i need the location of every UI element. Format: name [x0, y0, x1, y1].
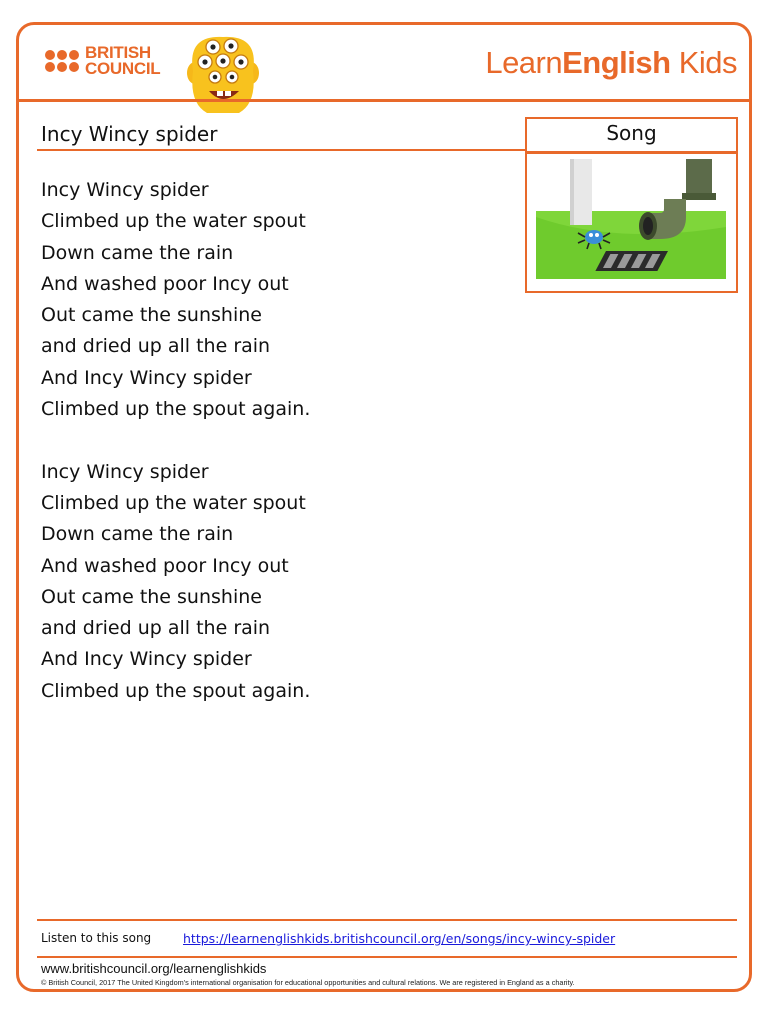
- category-label: Song: [606, 121, 657, 145]
- lyric-line: And Incy Wincy spider: [41, 366, 252, 389]
- lyric-line: Down came the rain: [41, 523, 234, 546]
- org-line1: BRITISH: [85, 43, 151, 62]
- footer-divider-top: [37, 919, 737, 921]
- brand-learn: Learn: [485, 45, 563, 80]
- category-divider: [527, 151, 736, 154]
- brand-kids: Kids: [670, 45, 737, 80]
- british-council-wordmark: [85, 45, 160, 77]
- org-line2: COUNCIL: [85, 59, 161, 78]
- lyric-line: Out came the sunshine: [41, 304, 262, 327]
- learnenglish-kids-logo[interactable]: [485, 45, 737, 81]
- lyric-line: And Incy Wincy spider: [41, 648, 252, 671]
- title-underline: [37, 149, 525, 151]
- worksheet-frame: [16, 22, 752, 992]
- listen-label: Listen to this song: [41, 931, 152, 945]
- lyric-line: And washed poor Incy out: [41, 272, 289, 295]
- lyric-line: and dried up all the rain: [41, 335, 271, 358]
- monster-mascot-icon: [179, 33, 267, 117]
- lyric-line: Incy Wincy spider: [41, 460, 209, 483]
- copyright-notice: © British Council, 2017 The United Kingdom's international organisation for educational opportunities and cultural relations. We are registered in England as a charity.: [41, 978, 575, 987]
- brand-english: English: [562, 45, 671, 80]
- british-council-dots-icon: [45, 50, 79, 72]
- verse-1: [41, 175, 310, 425]
- site-url[interactable]: www.britishcouncil.org/learnenglishkids: [41, 961, 267, 976]
- category-box: [525, 117, 738, 293]
- song-lyrics: [41, 175, 310, 707]
- lyric-line: Incy Wincy spider: [41, 179, 209, 201]
- british-council-logo[interactable]: [45, 45, 160, 77]
- lyric-line: Climbed up the spout again.: [41, 398, 311, 421]
- spider-drainpipe-illustration-icon: [536, 159, 726, 279]
- lyric-line: Down came the rain: [41, 241, 234, 264]
- page-title: Incy Wincy spider: [41, 122, 218, 146]
- lyric-line: Out came the sunshine: [41, 585, 262, 608]
- lyric-line: Climbed up the water spout: [41, 491, 306, 514]
- header-divider: [19, 99, 749, 102]
- lyric-line: And washed poor Incy out: [41, 554, 289, 577]
- footer-divider-bottom: [37, 956, 737, 958]
- verse-2: [41, 457, 310, 707]
- lyric-line: Climbed up the water spout: [41, 210, 306, 233]
- song-link[interactable]: https://learnenglishkids.britishcouncil.org/en/songs/incy-wincy-spider: [183, 931, 616, 946]
- lyric-line: Climbed up the spout again.: [41, 679, 311, 702]
- lyric-line: and dried up all the rain: [41, 617, 271, 640]
